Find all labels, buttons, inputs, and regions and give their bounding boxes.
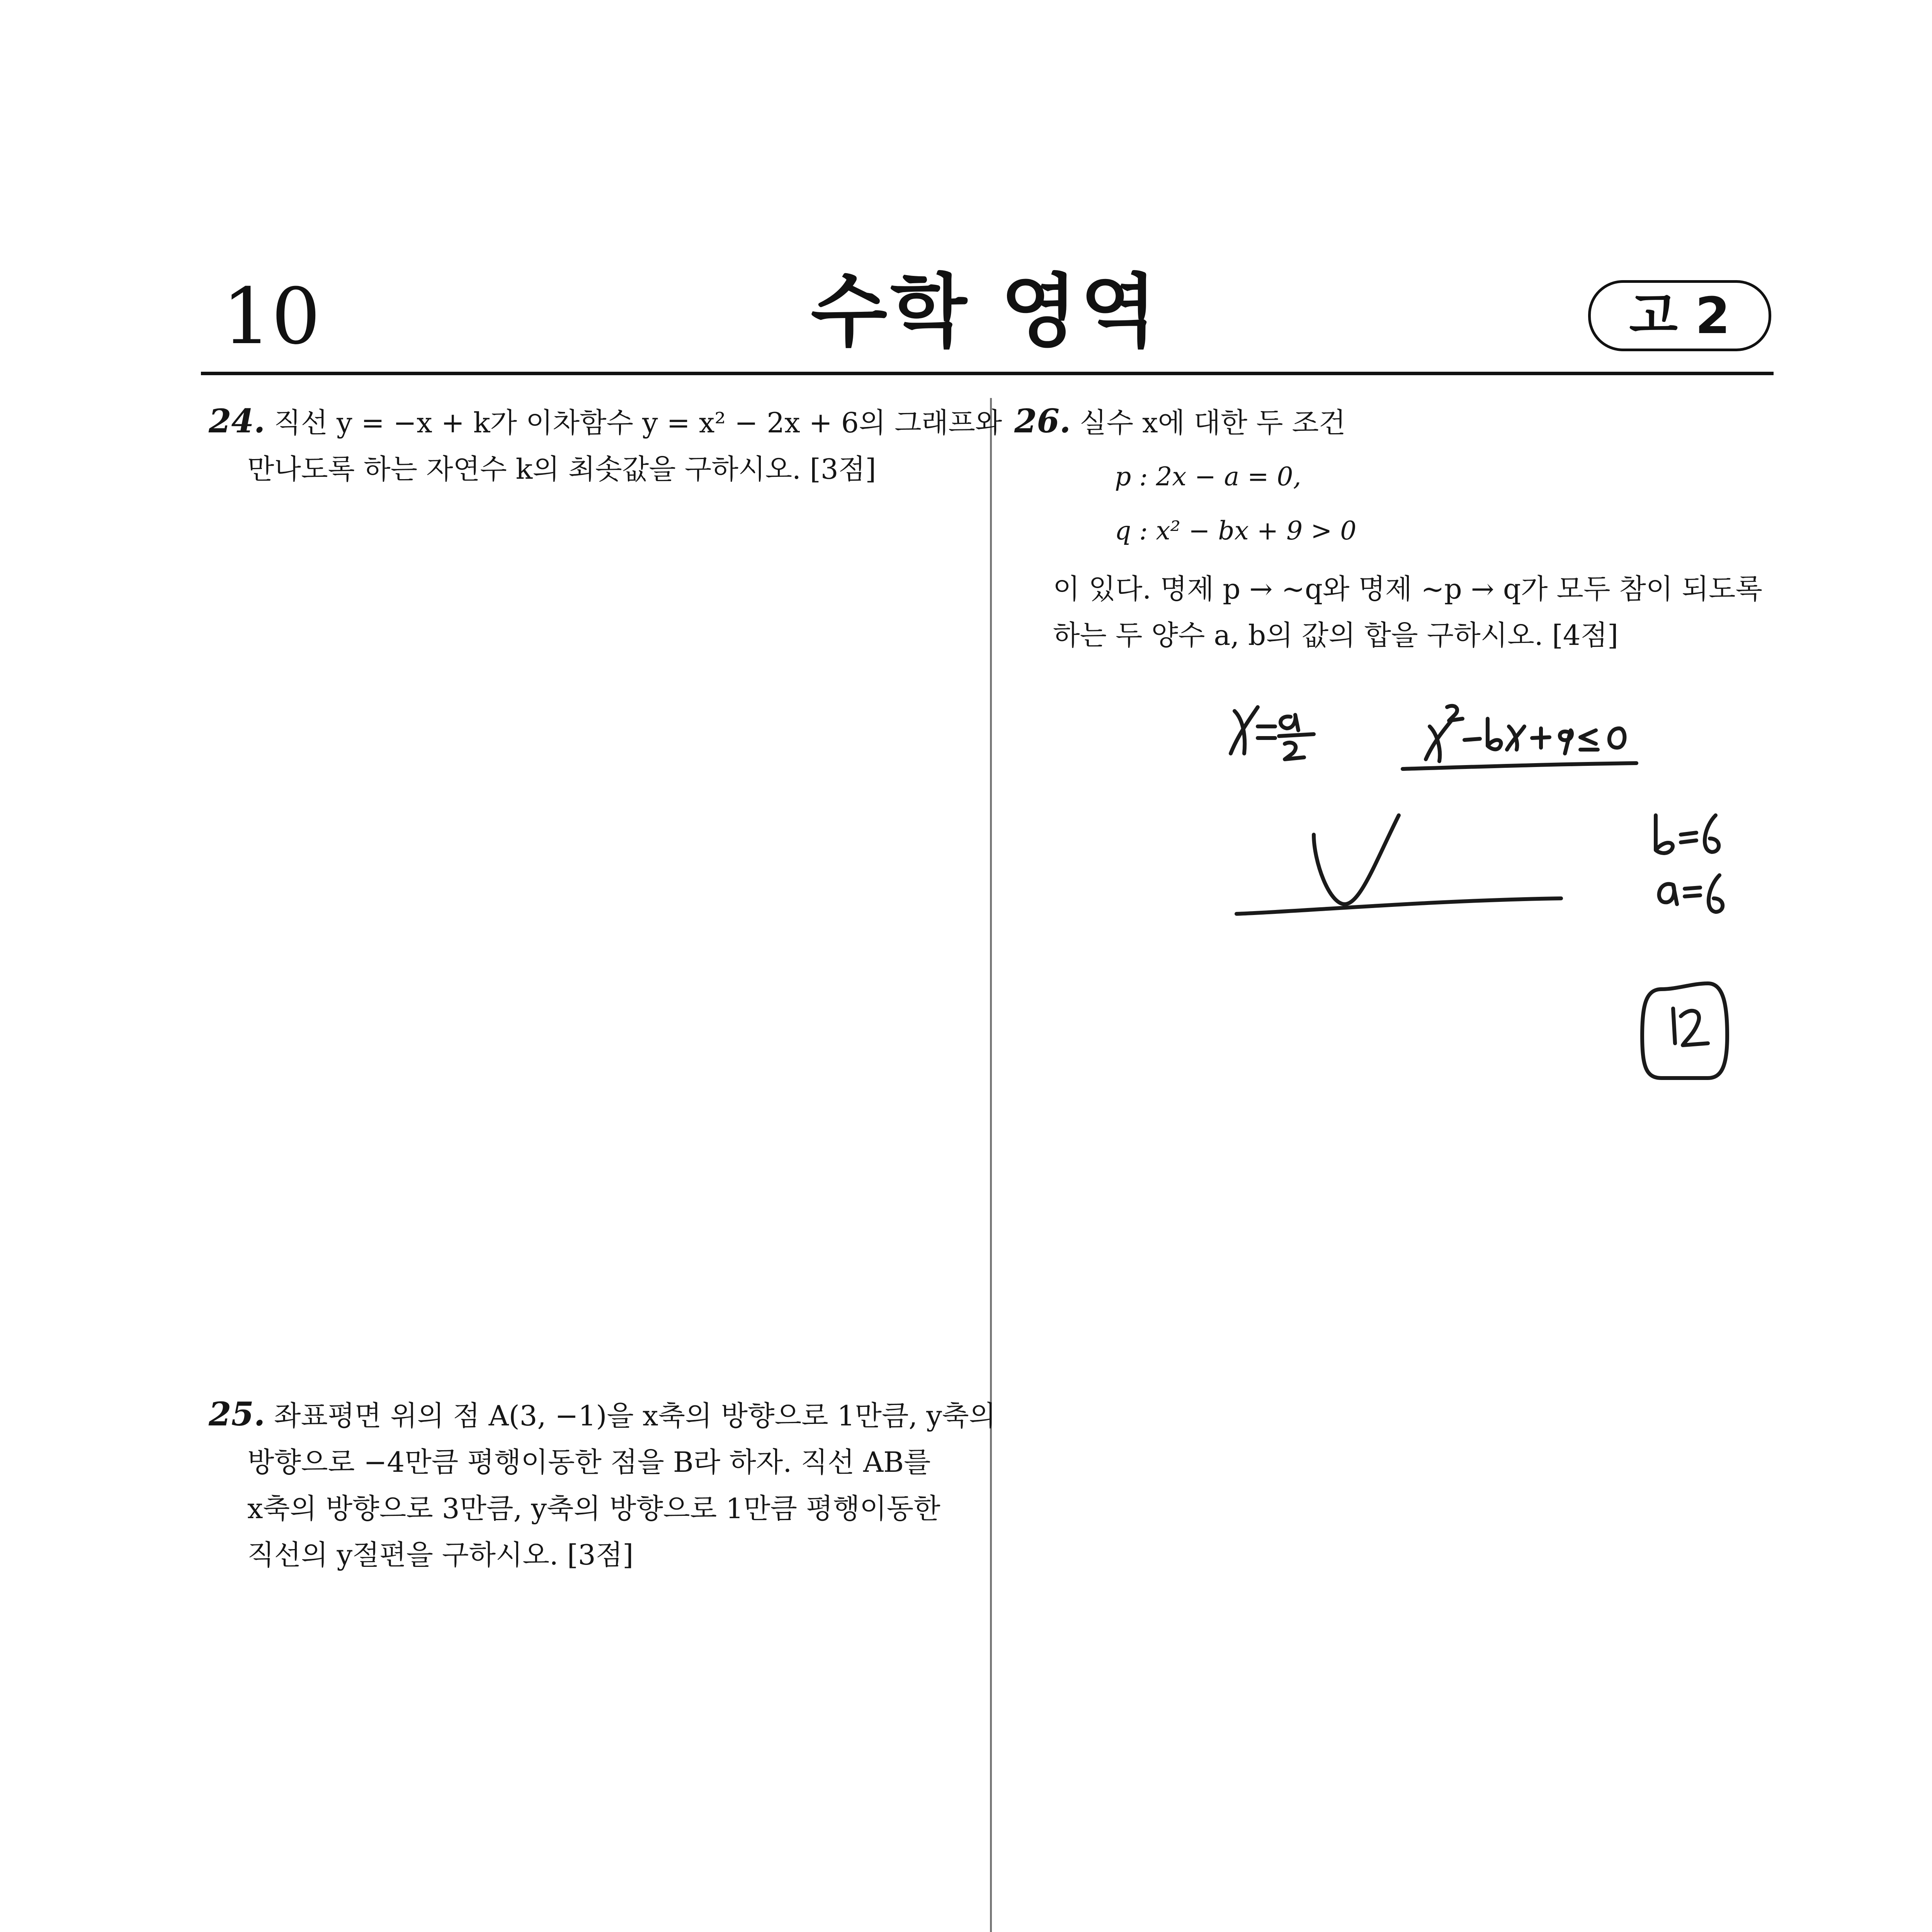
question-number: 24. [209,402,265,440]
parabola-sketch [1236,815,1561,914]
grade-badge: 고 2 [1588,280,1771,351]
question-text: 직선 y = −x + k가 이차함수 y = x² − 2x + 6의 그래프와 [274,406,1002,439]
handwritten-inequality [1403,706,1636,769]
question-25-line-2: 방향으로 −4만큼 평행이동한 점을 B라 하자. 직선 AB를 [247,1446,931,1478]
page-number: 10 [222,272,321,362]
question-25-line-4: 직선의 y절편을 구하시오. [3점] [247,1539,634,1571]
handwritten-x-equals-a-over-2 [1231,707,1314,759]
condition-q: q : x² − bx + 9 > 0 [1115,516,1357,546]
question-number: 25. [209,1395,265,1433]
question-26-line-3: 하는 두 양수 a, b의 값의 합을 구하시오. [4점] [1053,619,1619,651]
handwritten-answer-12 [1642,983,1727,1078]
question-26-line-2: 이 있다. 명제 p → ~q와 명제 ~p → q가 모두 참이 되도록 [1053,573,1763,605]
handwritten-b-equals-6 [1656,815,1719,853]
condition-p: p : 2x − a = 0, [1115,462,1301,492]
handwritten-a-equals-6 [1659,875,1723,912]
question-text: 실수 x에 대한 두 조건 [1080,406,1346,439]
question-24-line-2: 만나도록 하는 자연수 k의 최솟값을 구하시오. [3점] [247,453,876,485]
subject-title: 수학 영역 [811,266,1160,358]
question-text: 좌표평면 위의 점 A(3, −1)을 x축의 방향으로 1만큼, y축의 [274,1400,996,1432]
question-25-line-3: x축의 방향으로 3만큼, y축의 방향으로 1만큼 평행이동한 [247,1492,940,1525]
question-number: 26. [1014,402,1071,440]
